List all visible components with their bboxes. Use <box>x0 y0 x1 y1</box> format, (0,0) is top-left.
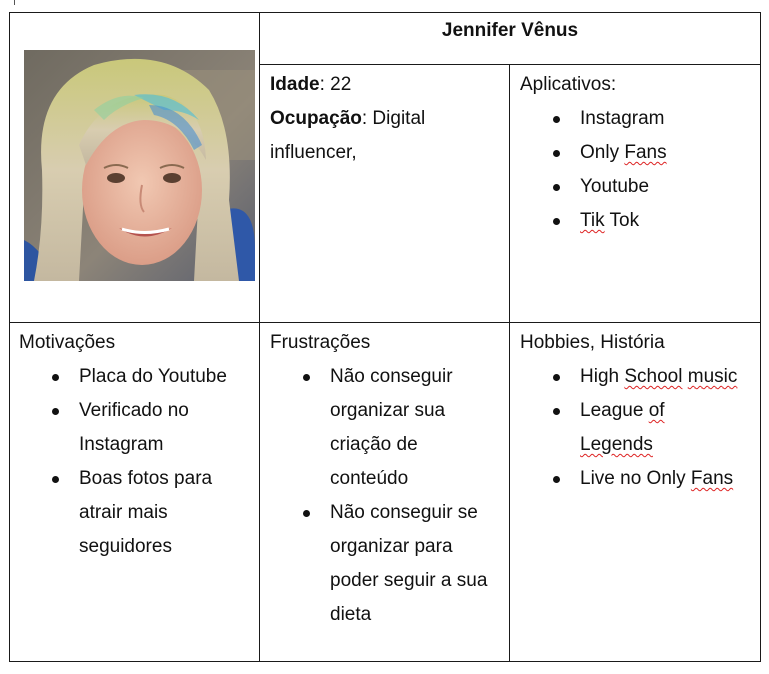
frustrations-title: Frustrações <box>270 332 371 353</box>
list-item: Instagram <box>520 102 752 136</box>
list-item: Youtube <box>520 170 752 204</box>
motivations-list <box>19 360 251 564</box>
apps-title: Aplicativos: <box>520 74 617 95</box>
list-item: Placa do Youtube <box>19 360 251 394</box>
list-item: Não conseguir se organizar para poder seguir a sua dieta <box>270 496 501 632</box>
persona-photo <box>24 50 255 281</box>
list-item: Live no Only Fans <box>520 462 752 496</box>
name-cell <box>260 13 761 65</box>
frustrations-list <box>270 360 501 632</box>
frustrations-cell <box>260 323 510 662</box>
list-item: League of Legends <box>520 394 752 462</box>
persona-name: Jennifer Vênus <box>441 20 579 41</box>
page-corner-mark <box>14 0 15 5</box>
list-item: Tik Tok <box>520 204 752 238</box>
motivations-title: Motivações <box>19 332 116 353</box>
occupation-value: : Digital influencer, <box>270 108 426 163</box>
hobbies-list <box>520 360 752 496</box>
photo-cell <box>10 13 260 323</box>
apps-list <box>520 102 752 238</box>
occupation-label: Ocupação <box>270 108 362 129</box>
info-cell <box>260 65 510 323</box>
apps-cell <box>510 65 761 323</box>
persona-table <box>9 12 761 662</box>
list-item: Boas fotos para atrair mais seguidores <box>19 462 251 564</box>
hobbies-cell <box>510 323 761 662</box>
age-value: : 22 <box>319 74 352 95</box>
list-item: High School music <box>520 360 752 394</box>
age-label: Idade <box>270 74 320 95</box>
list-item: Verificado no Instagram <box>19 394 251 462</box>
motivations-cell <box>10 323 260 662</box>
list-item: Não conseguir organizar sua criação de conteúdo <box>270 360 501 496</box>
hobbies-title: Hobbies, História <box>520 332 665 353</box>
list-item: Only Fans <box>520 136 752 170</box>
